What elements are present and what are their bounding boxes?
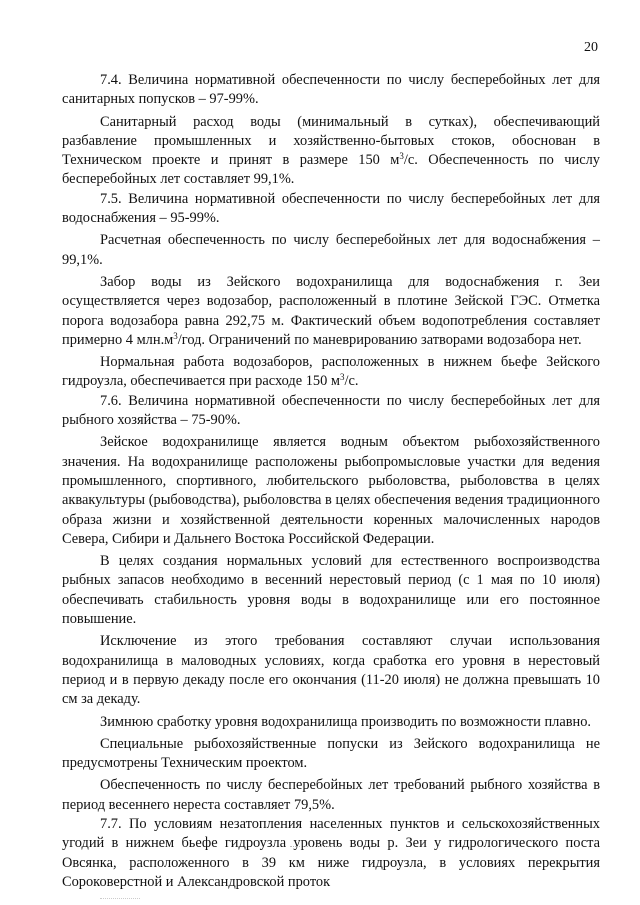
superscript: 3: [399, 151, 404, 162]
paragraph-7-4: 7.4. Величина нормативной обеспеченности по числу бесперебойных лет для санитарных попусков – 97-99%.: [62, 72, 600, 108]
paragraph-low-water-exception: Исключение из этого требования составляют случаи использования водохранилища в маловодных условиях, когда сработка его уровня в нерестовый период и в первую декаду после его окончания (11-20 июля) не должна превышать 10 см за декаду.: [62, 633, 600, 708]
text-run: /год. Ограничений по маневрированию затворами водозабора нет.: [177, 331, 582, 348]
footer-divider: [290, 846, 338, 847]
text-run: /с. Обеспеченность по числу бесперебойных лет составляет 99,1%.: [62, 152, 600, 188]
paragraph-winter-drawdown: Зимнюю сработку уровня водохранилища производить по возможности плавно.: [100, 713, 592, 730]
superscript: 3: [340, 372, 345, 383]
paragraph-7-5: 7.5. Величина нормативной обеспеченности по числу бесперебойных лет для водоснабжения – 95-99%.: [62, 190, 600, 227]
paragraph-7-6: 7.6. Величина нормативной обеспеченности по числу бесперебойных лет для рыбного хозяйства – 75-90%.: [62, 392, 600, 429]
paragraph-sanitary-flow: [62, 113, 600, 190]
page-number: 20: [584, 40, 598, 55]
paragraph-fishery-significance: Зейское водохранилище является водным объектом рыбохозяйственного значения. На водохранилище расположены рыбопромысловые участки для ведения промышленного, спортивного, любительского рыболовства, рыболовства в целях аквакультуры (рыбоводства), рыболовства в целях обеспечения ведения традиционного образа жизни и хозяйственной деятельности коренных малочисленных народов Севера, Сибири и Дальнего Востока Российской Федерации.: [62, 434, 600, 547]
paragraph-special-releases: Специальные рыбохозяйственные попуски из Зейского водохранилища не предусмотрены Техническим проектом.: [62, 735, 600, 772]
text-run: /с.: [344, 373, 359, 390]
text-run: Забор воды из Зейского водохранилища для водоснабжения г. Зеи осуществляется через водозабор, расположенный в плотине Зейской ГЭС. Отметка порога водозабора равна 292,75 м. Фактический объем водопотребления составляет примерно 4 млн.м: [62, 273, 600, 348]
paragraph-spawning-conditions: В целях создания нормальных условий для естественного воспроизводства рыбных запасов необходимо в весенний нерестовый период (с 1 мая по 10 июля) обеспечивать стабильность уровня воды в водохранилище или его постоянное повышение.: [62, 553, 600, 628]
paragraph-water-supply-calc: Расчетная обеспеченность по числу бесперебойных лет для водоснабжения – 99,1%.: [62, 232, 600, 268]
text-run: Нормальная работа водозаборов, расположенных в нижнем бьефе Зейского гидроузла, обеспечивается при расходе 150 м: [62, 354, 600, 390]
body-text: [62, 68, 600, 892]
scan-artifact: [100, 898, 140, 899]
text-run: Санитарный расход воды (минимальный в сутках), обеспечивающий разбавление промышленных и хозяйственно-бытовых стоков, обоснован в Техническом проекте и принят в размере 150 м: [62, 113, 600, 169]
paragraph-spawning-reliability: Обеспеченность по числу бесперебойных лет требований рыбного хозяйства в период весеннего нереста составляет 79,5%.: [62, 777, 600, 813]
paragraph-water-intake: [62, 273, 600, 350]
paragraph-intakes-operation: [62, 353, 600, 392]
paragraph-7-7: 7.7. По условиям незатопления населенных пунктов и сельскохозяйственных угодий в нижнем бьефе гидроузла уровень воды р. Зеи у гидрологического поста Овсянка, расположенного в 39 км ниже гидроузла, в условиях перекрытия Сороковерстной и Александровской проток: [62, 815, 600, 890]
superscript: 3: [173, 330, 178, 341]
